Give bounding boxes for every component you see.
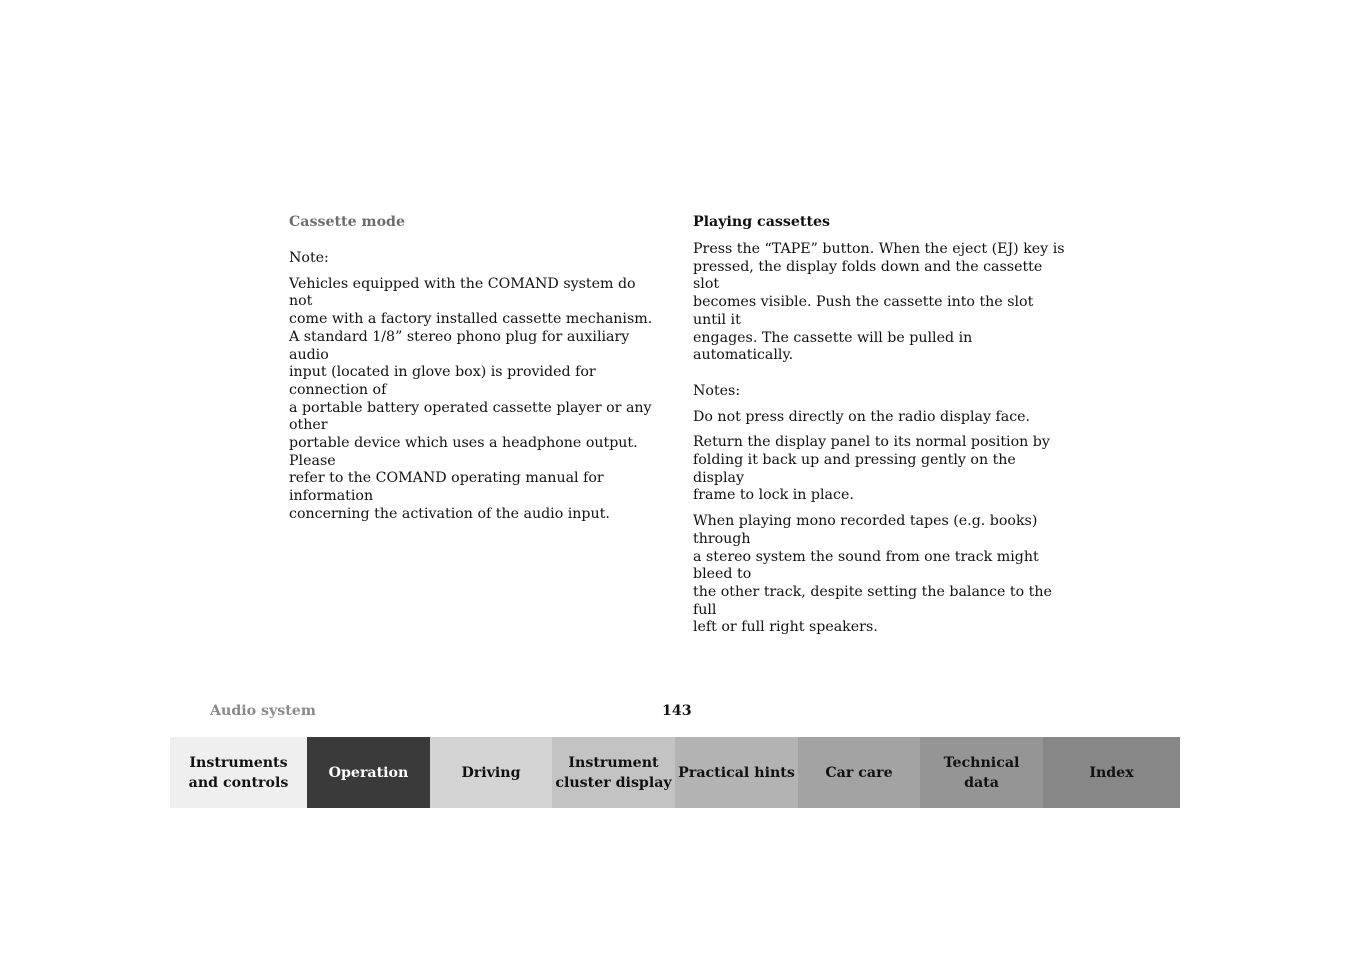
nav-tab-label: Technical data bbox=[943, 754, 1020, 791]
nav-tab-operation[interactable] bbox=[307, 737, 430, 808]
nav-tab-car-care[interactable] bbox=[798, 737, 920, 808]
chapter-nav-bar bbox=[170, 737, 1180, 808]
nav-tab-technical-data[interactable] bbox=[920, 737, 1043, 808]
section-heading-playing-cassettes: Playing cassettes bbox=[693, 214, 831, 230]
note-radio-display: Do not press directly on the radio display face. bbox=[693, 408, 1031, 425]
page-number: 143 bbox=[662, 703, 692, 719]
note-label: Note: bbox=[289, 250, 329, 266]
nav-tab-instrument-cluster-display[interactable] bbox=[552, 737, 675, 808]
nav-tab-label: Instruments and controls bbox=[188, 754, 289, 791]
footer-section-title: Audio system bbox=[210, 703, 316, 719]
section-heading-cassette-mode: Cassette mode bbox=[289, 214, 405, 230]
notes-label: Notes: bbox=[693, 382, 741, 399]
right-column bbox=[693, 212, 1065, 645]
note-mono-tapes: When playing mono recorded tapes (e.g. books) through a stereo system the sound from one track might bleed to the other track, despite setting the balance to the full left or full right speakers. bbox=[693, 513, 1052, 636]
nav-tab-label: Car care bbox=[825, 764, 893, 781]
nav-tab-driving[interactable] bbox=[430, 737, 552, 808]
nav-tab-practical-hints[interactable] bbox=[675, 737, 798, 808]
nav-tab-label: Operation bbox=[328, 764, 409, 781]
nav-tab-index[interactable] bbox=[1043, 737, 1180, 808]
playing-cassettes-paragraph: Press the “TAPE” button. When the eject (EJ) key is pressed, the display folds down and the cassette slot becomes visible. Push the cassette into the slot until it engages. The cassette will be pulled in automatically. bbox=[693, 241, 1065, 364]
note-display-panel: Return the display panel to its normal position by folding it back up and pressing gently on the display frame to lock in place. bbox=[693, 434, 1050, 504]
nav-tab-instruments-and-controls[interactable] bbox=[170, 737, 307, 808]
left-column bbox=[289, 212, 661, 532]
nav-tab-label: Index bbox=[1089, 764, 1134, 781]
nav-tab-label: Driving bbox=[461, 764, 521, 781]
cassette-mode-paragraph: Vehicles equipped with the COMAND system do not come with a factory installed cassette mechanism. A standard 1/8” stereo phono plug for auxiliary audio input (located in glove box) is provided for connection of a portable battery operated cassette player or any other portable device which uses a headphone output. Please refer to the COMAND operating manual for information concerning the activation of the audio input. bbox=[289, 275, 653, 522]
nav-tab-label: Instrument cluster display bbox=[555, 754, 672, 791]
nav-tab-label: Practical hints bbox=[678, 764, 795, 781]
